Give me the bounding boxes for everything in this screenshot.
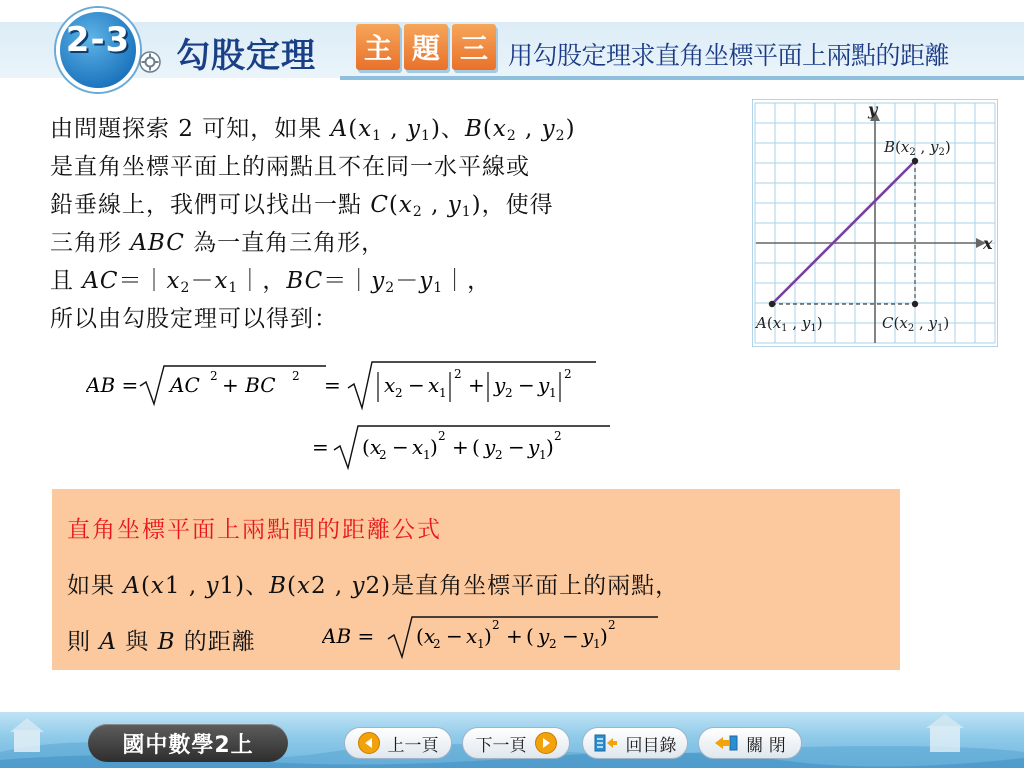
svg-text:): ) <box>430 435 438 459</box>
svg-text:−: − <box>408 373 425 397</box>
formula-point-b: B <box>157 629 176 655</box>
svg-text:=: = <box>324 373 341 397</box>
svg-text:2: 2 <box>395 386 403 400</box>
svg-text:2: 2 <box>454 367 462 381</box>
close-label: 關 閉 <box>746 735 786 756</box>
svg-text:1: 1 <box>593 637 601 651</box>
text-line-5: 且 <box>50 268 83 294</box>
svg-text:2: 2 <box>505 386 513 400</box>
svg-text:y: y <box>484 435 496 459</box>
svg-text:2: 2 <box>210 369 218 383</box>
footer-nav <box>0 712 1024 768</box>
book-label: 國中數學2上 <box>88 724 288 762</box>
prev-page-label: 上一頁 <box>387 735 439 756</box>
svg-text:1: 1 <box>539 448 547 462</box>
svg-text:2: 2 <box>433 637 441 651</box>
next-page-label: 下一頁 <box>475 735 527 756</box>
equation-ab-squares <box>312 424 632 470</box>
svg-text:x: x <box>384 373 396 397</box>
svg-text:2: 2 <box>608 618 616 632</box>
topic-tile: 主 <box>356 24 400 70</box>
text-line-3-suffix: ，使得 <box>481 192 554 218</box>
formula-line2-prefix: 則 <box>67 629 100 655</box>
svg-text:AB =: AB = <box>86 373 139 397</box>
exit-icon <box>714 733 738 753</box>
header-divider <box>340 76 1024 80</box>
svg-text:−: − <box>508 435 525 459</box>
svg-text:−: − <box>446 624 463 648</box>
point-c-label: $C(x_2$ , $y_1$) <box>882 314 950 334</box>
svg-text:AC: AC <box>170 373 200 397</box>
svg-text:): ) <box>484 624 492 648</box>
topic-tile: 題 <box>404 24 448 70</box>
text-line-2: 是直角坐標平面上的兩點且不在同一水平線或 <box>50 154 530 180</box>
svg-text:(x: (x <box>362 435 382 459</box>
section-number: 2-3 <box>65 20 131 60</box>
svg-text:−: − <box>392 435 409 459</box>
side-lengths: $AC=|x_2-x_1|$，$BC=|y_2-y_1|$， <box>82 268 492 296</box>
point-c <box>912 301 918 307</box>
svg-text:2: 2 <box>292 369 300 383</box>
text-line-1: 由問題探索 2 可知，如果 <box>50 116 331 142</box>
prev-page-button[interactable] <box>344 727 452 759</box>
chapter-title: 勾股定理 <box>176 36 316 76</box>
svg-text:1: 1 <box>423 448 431 462</box>
distance-formula <box>322 615 662 659</box>
triangle-name: ABC <box>130 230 185 256</box>
menu-return-icon <box>594 733 618 753</box>
svg-text:−: − <box>518 373 535 397</box>
svg-text:x: x <box>412 435 424 459</box>
svg-text:1: 1 <box>477 637 485 651</box>
svg-text:−: − <box>562 624 579 648</box>
formula-conclusion <box>67 623 256 656</box>
topic-tiles <box>356 24 496 70</box>
svg-text:x: x <box>428 373 440 397</box>
table-of-contents-label: 回目錄 <box>625 735 677 756</box>
formula-condition <box>67 567 679 600</box>
point-c-coords: $C(x_2$ , $y_1$) <box>370 192 482 220</box>
point-b <box>912 158 918 164</box>
explanation-text <box>50 110 740 338</box>
svg-text:AB =: AB = <box>322 624 375 648</box>
svg-text:2: 2 <box>495 448 503 462</box>
formula-title: 直角坐標平面上兩點間的距離公式 <box>67 517 442 543</box>
formula-point-a: A <box>99 629 117 655</box>
text-line <box>50 110 740 148</box>
formula-line2-mid: 與 <box>116 629 158 655</box>
svg-text:2: 2 <box>379 448 387 462</box>
svg-text:y: y <box>528 435 540 459</box>
point-a-label: $A(x_1$ , $y_1$) <box>756 314 823 334</box>
svg-text:(: ( <box>472 435 480 459</box>
text-line <box>50 262 740 300</box>
close-button[interactable] <box>698 727 802 759</box>
svg-text:+: + <box>468 373 485 397</box>
text-line-3: 鉛垂線上，我們可以找出一點 <box>50 192 371 218</box>
svg-text:y: y <box>494 373 506 397</box>
svg-text:2: 2 <box>492 618 500 632</box>
formula-line1-prefix: 如果 <box>67 573 124 599</box>
point-b-label: $B(x_2$ , $y_2$) <box>884 138 951 158</box>
coordinate-graph <box>752 99 998 347</box>
svg-text:+ BC: + BC <box>222 373 276 397</box>
svg-text:2: 2 <box>549 637 557 651</box>
svg-text:y: y <box>582 624 594 648</box>
svg-text:1: 1 <box>439 386 447 400</box>
point-a-coords: $A(x_1$ , $y_1$)、$B(x_2$ , $y_2$) <box>330 116 576 144</box>
text-line <box>50 224 740 262</box>
svg-text:(x: (x <box>416 624 436 648</box>
arrow-left-icon <box>358 732 380 754</box>
svg-text:1: 1 <box>549 386 557 400</box>
text-line-4-suffix: 為一直角三角形， <box>184 230 386 256</box>
svg-text:): ) <box>546 435 554 459</box>
svg-text:2: 2 <box>554 429 562 443</box>
text-line-6: 所以由勾股定理可以得到： <box>50 306 338 332</box>
header <box>0 0 1024 96</box>
y-axis-label: y <box>868 100 878 119</box>
svg-text:+: + <box>452 435 469 459</box>
equation-ab-abs <box>86 360 646 416</box>
svg-text:+: + <box>506 624 523 648</box>
svg-text:y: y <box>538 624 550 648</box>
text-line <box>50 186 740 224</box>
svg-text:2: 2 <box>564 367 572 381</box>
formula-line1-suffix: 是直角坐標平面上的兩點， <box>391 573 680 599</box>
formula-line2-suffix: 的距離 <box>175 629 256 655</box>
point-a <box>769 301 775 307</box>
svg-text:): ) <box>600 624 608 648</box>
next-page-button[interactable] <box>462 727 570 759</box>
gear-icon <box>138 50 162 74</box>
text-line-4: 三角形 <box>50 230 131 256</box>
arrow-right-icon <box>535 732 557 754</box>
page-subtitle: 用勾股定理求直角坐標平面上兩點的距離 <box>508 41 950 70</box>
svg-text:y: y <box>538 373 550 397</box>
table-of-contents-button[interactable] <box>582 727 688 759</box>
svg-text:x: x <box>466 624 478 648</box>
svg-text:=: = <box>312 435 329 459</box>
svg-text:(: ( <box>526 624 534 648</box>
formula-points: A(x1 , y1)、B(x2 , y2) <box>123 573 392 599</box>
distance-formula-box <box>52 489 900 670</box>
topic-tile: 三 <box>452 24 496 70</box>
x-axis-label: x <box>983 234 993 253</box>
svg-text:2: 2 <box>438 429 446 443</box>
